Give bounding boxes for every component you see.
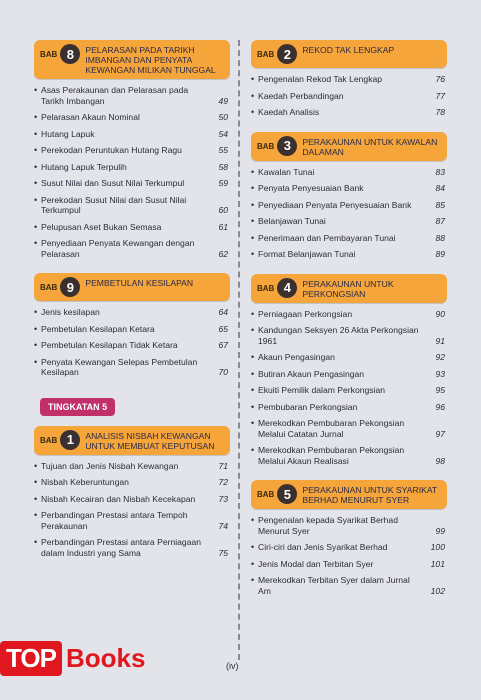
topic-page-number: 90: [435, 308, 445, 319]
chapter-number: 9: [60, 277, 80, 297]
list-item: [34, 162, 228, 173]
list-item: [251, 309, 445, 320]
list-item: [251, 200, 445, 211]
chapter-title: PERAKAUNAN UNTUK KAWALAN DALAMAN: [302, 136, 438, 157]
topic-page-number: 59: [218, 178, 228, 188]
chapter-5: [251, 480, 445, 596]
list-item: [34, 85, 228, 106]
topic-text: Penyediaan Penyata Kewangan dengan Pelarasan: [41, 238, 195, 259]
topic-text: Pembetulan Kesilapan Tidak Ketara: [41, 340, 178, 350]
topic-page-number: 55: [218, 145, 228, 155]
topic-text: Nisbah Keberuntungan: [41, 477, 129, 487]
list-item: [34, 357, 228, 378]
topic-text: Perniagaan Perkongsian: [258, 308, 353, 319]
list-item: [34, 129, 228, 140]
chapter-3: [251, 132, 445, 260]
topic-text: Merekodkan Pembubaran Pekongsian Melalui Catatan Jurnal: [258, 418, 405, 439]
topic-text: Nisbah Kecairan dan Nisbah Kecekapan: [41, 493, 196, 504]
topic-page-number: 54: [218, 128, 228, 139]
bab-label: BAB: [257, 141, 275, 151]
list-item: [251, 325, 445, 346]
list-item: [34, 145, 228, 156]
bab-label: BAB: [257, 490, 275, 499]
list-item: [34, 324, 228, 335]
chapter-2: [251, 40, 445, 118]
chapter-number: 5: [277, 484, 297, 504]
topic-page-number: 76: [435, 74, 445, 84]
logo-top-text: TOP: [0, 641, 62, 676]
topic-text: Penyata Penyesuaian Bank: [258, 183, 364, 193]
bab-label: BAB: [40, 435, 58, 445]
list-item: [251, 418, 445, 439]
topic-text: Jenis kesilapan: [41, 307, 100, 317]
right-column: [251, 40, 445, 610]
left-chapter-list-2: [34, 426, 228, 559]
bab-label: BAB: [40, 50, 58, 59]
topic-text: Merekodkan Terbitan Syer dalam Jurnal Am: [258, 575, 410, 596]
left-chapter-list: [34, 40, 228, 378]
topic-text: Format Belanjawan Tunai: [258, 249, 356, 259]
topic-page-number: 99: [435, 525, 445, 536]
column-divider: [238, 40, 240, 660]
list-item: [251, 385, 445, 396]
list-item: [34, 307, 228, 318]
list-item: [251, 91, 445, 102]
topic-text: Pelupusan Aset Bukan Semasa: [41, 221, 162, 232]
right-chapter-list: [251, 40, 445, 596]
topic-text: Perekodan Peruntukan Hutang Ragu: [41, 145, 182, 155]
list-item: [34, 195, 228, 216]
topic-page-number: 97: [435, 428, 445, 439]
topic-page-number: 84: [435, 183, 445, 193]
chapter-number: 3: [277, 136, 297, 156]
topic-text: Pengenalan Rekod Tak Lengkap: [258, 74, 383, 84]
topic-list: [251, 515, 445, 596]
topic-text: Penyata Kewangan Selepas Pembetulan Kesilapan: [41, 356, 198, 377]
list-item: [251, 167, 445, 178]
page-number: (iv): [226, 661, 239, 671]
list-item: [251, 233, 445, 244]
topic-page-number: 58: [218, 161, 228, 172]
topic-text: Ekuiti Pemilik dalam Perkongsian: [258, 385, 386, 395]
topic-page-number: 88: [435, 232, 445, 243]
topic-page-number: 87: [435, 216, 445, 226]
chapter-title: PERAKAUNAN UNTUK SYARIKAT BERHAD MENURUT SYER: [302, 485, 438, 505]
tingkatan-badge: TINGKATAN 5: [40, 398, 115, 416]
chapter-1: [34, 426, 228, 559]
list-item: [34, 112, 228, 123]
chapter-title: REKOD TAK LENGKAP: [302, 45, 395, 55]
list-item: [251, 575, 445, 596]
chapter-title: ANALISIS NISBAH KEWANGAN UNTUK MEMBUAT KEPUTUSAN: [85, 430, 215, 451]
chapter-header: [251, 40, 447, 68]
topic-text: Perbandingan Prestasi antara Tempoh Perakaunan: [41, 510, 188, 531]
chapter-number: 8: [60, 44, 80, 64]
topic-text: Jenis Modal dan Terbitan Syer: [258, 558, 374, 569]
topbooks-logo: [0, 628, 200, 688]
topic-list: [251, 309, 445, 467]
list-item: [34, 537, 228, 558]
bab-label: BAB: [257, 50, 275, 59]
list-item: [251, 542, 445, 553]
list-item: [34, 340, 228, 351]
chapter-9: [34, 273, 228, 378]
chapter-title: PERAKAUNAN UNTUK PERKONGSIAN: [302, 278, 394, 299]
list-item: [251, 183, 445, 194]
topic-page-number: 85: [435, 199, 445, 210]
chapter-header: [251, 480, 447, 509]
topic-page-number: 96: [435, 401, 445, 412]
topic-text: Perbandingan Prestasi antara Perniagaan dalam Industri yang Sama: [41, 537, 202, 558]
topic-page-number: 89: [435, 249, 445, 259]
chapter-header: [251, 274, 447, 303]
topic-text: Kaedah Perbandingan: [258, 90, 344, 101]
chapter-number: 1: [60, 430, 80, 450]
topic-text: Butiran Akaun Pengasingan: [258, 368, 365, 379]
list-item: [34, 510, 228, 531]
list-item: [34, 494, 228, 505]
list-item: [251, 249, 445, 260]
chapter-header: [34, 273, 230, 301]
topic-list: [34, 461, 228, 559]
list-item: [251, 445, 445, 466]
topic-page-number: 100: [430, 542, 445, 552]
list-item: [251, 559, 445, 570]
chapter-title: PELARASAN PADA TARIKH IMBANGAN DAN PENYATA KEWANGAN MILIKAN TUNGGAL: [85, 45, 216, 75]
topic-text: Hutang Lapuk Terpulih: [41, 161, 127, 172]
topic-text: Belanjawan Tunai: [258, 216, 326, 226]
topic-text: Merekodkan Pembubaran Pekongsian Melalui Akaun Realisasi: [258, 445, 405, 466]
topic-page-number: 60: [218, 205, 228, 215]
chapter-header: [251, 132, 447, 161]
topic-text: Pembubaran Perkongsian: [258, 401, 358, 412]
chapter-4: [251, 274, 445, 467]
chapter-number: 2: [277, 44, 297, 64]
topic-page-number: 101: [430, 558, 445, 569]
topic-page-number: 92: [435, 352, 445, 362]
list-item: [251, 107, 445, 118]
topic-text: Ciri-ciri dan Jenis Syarikat Berhad: [258, 542, 388, 552]
topic-text: Pembetulan Kesilapan Ketara: [41, 323, 155, 334]
chapter-8: [34, 40, 228, 259]
topic-text: Penyediaan Penyata Penyesuaian Bank: [258, 199, 412, 210]
chapter-header: [34, 40, 230, 79]
list-item: [251, 352, 445, 363]
list-item: [251, 216, 445, 227]
topic-page-number: 70: [218, 367, 228, 377]
topic-list: [251, 74, 445, 118]
list-item: [251, 369, 445, 380]
topic-page-number: 74: [218, 520, 228, 531]
topic-page-number: 93: [435, 368, 445, 379]
topic-text: Akaun Pengasingan: [258, 352, 335, 362]
topic-text: Perekodan Susut Nilai dan Susut Nilai Terkumpul: [41, 194, 187, 215]
topic-text: Kandungan Seksyen 26 Akta Perkongsian 1961: [258, 325, 419, 346]
topic-page-number: 71: [218, 460, 228, 471]
topic-page-number: 61: [218, 221, 228, 232]
topic-text: Tujuan dan Jenis Nisbah Kewangan: [41, 460, 179, 471]
list-item: [34, 178, 228, 189]
topic-list: [34, 307, 228, 378]
list-item: [251, 74, 445, 85]
topic-text: Asas Perakaunan dan Pelarasan pada Tarikh Imbangan: [41, 85, 189, 106]
topic-text: Hutang Lapuk: [41, 128, 95, 139]
topic-text: Susut Nilai dan Susut Nilai Terkumpul: [41, 178, 185, 188]
bab-label: BAB: [40, 283, 58, 292]
topic-page-number: 83: [435, 166, 445, 177]
topic-list: [34, 85, 228, 259]
topic-page-number: 102: [430, 585, 445, 596]
topic-text: Pelarasan Akaun Nominal: [41, 112, 140, 122]
topic-page-number: 65: [218, 323, 228, 334]
list-item: [34, 461, 228, 472]
topic-text: Pengenalan kepada Syarikat Berhad Menurut Syer: [258, 515, 398, 536]
topic-page-number: 64: [218, 307, 228, 317]
topic-page-number: 50: [218, 112, 228, 122]
chapter-number: 4: [277, 278, 297, 298]
topic-text: Penerimaan dan Pembayaran Tunai: [258, 232, 396, 243]
topic-page-number: 78: [435, 107, 445, 117]
topic-page-number: 49: [218, 95, 228, 106]
topic-page-number: 75: [218, 547, 228, 558]
bab-label: BAB: [257, 283, 275, 293]
list-item: [34, 222, 228, 233]
list-item: [251, 515, 445, 536]
topic-text: Kawalan Tunai: [258, 166, 315, 177]
logo-books-text: Books: [65, 642, 146, 673]
topic-text: Kaedah Analisis: [258, 107, 320, 117]
list-item: [34, 238, 228, 259]
topic-page-number: 98: [435, 455, 445, 466]
chapter-title: PEMBETULAN KESILAPAN: [85, 278, 194, 288]
list-item: [34, 477, 228, 488]
list-item: [251, 402, 445, 413]
topic-page-number: 77: [435, 90, 445, 101]
topic-page-number: 67: [218, 340, 228, 350]
topic-page-number: 62: [218, 248, 228, 259]
topic-list: [251, 167, 445, 260]
topic-page-number: 91: [435, 335, 445, 346]
topic-page-number: 73: [218, 493, 228, 504]
chapter-header: [34, 426, 230, 455]
topic-page-number: 95: [435, 385, 445, 395]
topic-page-number: 72: [218, 477, 228, 487]
left-column: [34, 40, 228, 572]
